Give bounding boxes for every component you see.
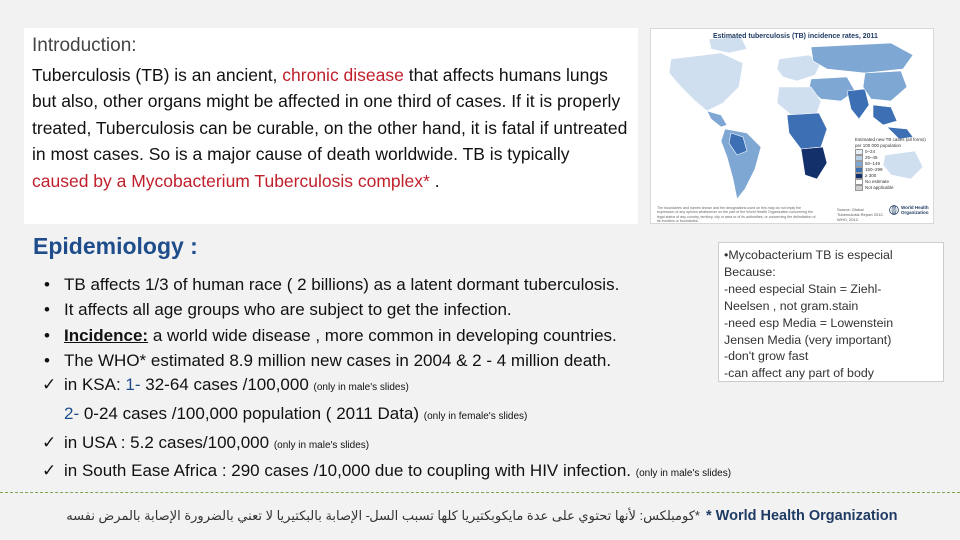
- tb-incidence-map: [650, 28, 934, 224]
- legend-label: No estimate: [865, 179, 890, 184]
- footer-arabic-note-infection: - الإصابة بالبكتيريا لا تعني بالضرورة الإصابة بالمرض نفسه: [66, 508, 370, 523]
- mycobacterium-note-box: [718, 242, 944, 382]
- slide-note: (only in male's slides): [273, 439, 370, 451]
- legend-label: 50–149: [865, 161, 881, 166]
- intro-highlight-cause: caused by a Mycobacterium Tuberculosis complex*: [32, 170, 430, 191]
- bullet-item: • The WHO* estimated 8.9 million new cases in 2004 & 2 - 4 million death.: [42, 348, 619, 373]
- ksa-stat-row-2: 2- 0-24 cases /100,000 population ( 2011 Data) (only in female's slides): [64, 403, 528, 423]
- slide-note: (only in male's slides): [313, 382, 409, 393]
- checkmark-icon: ✓: [42, 432, 57, 452]
- bullet-item: • TB affects 1/3 of human race ( 2 billions) as a latent dormant tuberculosis.: [42, 272, 619, 297]
- ksa-stat-row: ✓ in KSA: 1- 32-64 cases /100,000 (only in male's slides): [42, 372, 731, 401]
- epidemiology-heading: Epidemiology :: [33, 233, 198, 259]
- note-line: -need especial Stain = Ziehl-: [724, 281, 882, 296]
- bullet-item: • It affects all age groups who are subject to get the infection.: [42, 297, 619, 322]
- checkmark-icon: ✓: [42, 375, 57, 394]
- legend-label: 0–24: [865, 149, 876, 154]
- slide-note: (only in male's slides): [635, 468, 732, 480]
- footer-who-note: * World Health Organization: [706, 508, 898, 524]
- note-line: -don't grow fast: [724, 349, 809, 364]
- map-disclaimer: The boundaries and names shown and the designations used on this map do not imply the expression of any opinion whatsoever on the part of the World Health Organization concerning the legal status of any country, territory, city or area or of its authorities, or concerning the delimitation of its frontiers or boundaries.: [657, 206, 816, 224]
- introduction-heading: Introduction:: [32, 35, 137, 56]
- checkmark-icon: ✓: [42, 461, 57, 481]
- who-logo-text: World Health Organization: [901, 205, 929, 215]
- note-line: -can affect any part of body: [724, 366, 874, 381]
- note-line: Neelsen , not gram.stain: [724, 298, 859, 313]
- who-logo: [889, 205, 929, 215]
- note-line: •Mycobacterium TB is especial: [724, 248, 893, 262]
- ksa-number-2: 2-: [64, 403, 80, 423]
- map-legend: [855, 137, 929, 191]
- note-line: Jensen Media (very important): [724, 332, 892, 347]
- note-line: Because:: [724, 264, 776, 279]
- legend-swatch: [855, 185, 863, 191]
- introduction-box: [24, 28, 638, 224]
- introduction-text: [32, 62, 630, 194]
- south-africa-stat-row: ✓ in South Ease Africa : 290 cases /10,000 due to coupling with HIV infection. (only in male's slides): [42, 458, 731, 487]
- usa-stat-row: ✓ in USA : 5.2 cases/100,000 (only in male's slides): [42, 430, 731, 459]
- intro-text-part-2: that affects humans lungs but also, other organs might be affected in one third of cases. If it is properly treated, Tuberculosis can be curable, on the other hand, it is fatal if untreated in most cases. So is a major cause of death worldwide. TB is typically: [32, 65, 628, 165]
- who-emblem-icon: [889, 205, 899, 215]
- slide-note: (only in female's slides): [423, 410, 528, 422]
- legend-label: Not applicable: [865, 185, 894, 190]
- map-title: Estimated tuberculosis (TB) incidence rates, 2011: [713, 33, 878, 40]
- ksa-number-1: 1-: [125, 375, 141, 394]
- world-map-graphic: [651, 29, 934, 224]
- footer-arabic-note-complex: *كومبلكس: لأنها تحتوي على عدة مايكوبكتيريا كلها تسبب السل: [369, 508, 700, 523]
- incidence-label: Incidence:: [64, 325, 149, 345]
- note-line: -need esp Media = Lowenstein: [724, 315, 894, 330]
- regional-statistics: [42, 372, 731, 487]
- bullet-item: • Incidence: a world wide disease , more common in developing countries.: [42, 323, 619, 348]
- legend-label: ≥ 300: [865, 173, 877, 178]
- intro-text-part-3: .: [429, 170, 440, 191]
- legend-label: 150–299: [865, 167, 883, 172]
- map-source: Source: Global Tuberculosis Report 2012. WHO, 2012.: [837, 207, 884, 222]
- intro-text-part-1: Tuberculosis (TB) is an ancient,: [32, 65, 283, 85]
- legend-label: 25–49: [865, 155, 878, 160]
- legend-title: Estimated new TB cases (all forms) per 100 000 population: [855, 137, 926, 148]
- legend-entry: [855, 185, 929, 191]
- epidemiology-bullets: [42, 272, 619, 373]
- intro-highlight-chronic-disease: chronic disease: [282, 65, 404, 85]
- footer-divider: [0, 492, 960, 493]
